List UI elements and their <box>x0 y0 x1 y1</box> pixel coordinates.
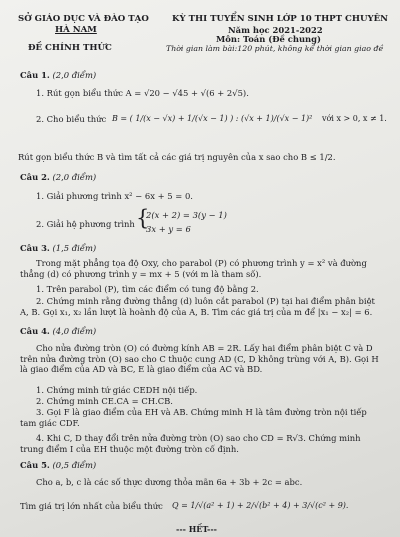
q5-expression: Q = 1/√(a² + 1) + 2/√(b² + 4) + 3/√(c² + 9). <box>172 501 349 510</box>
q2-item2-label: 2. Giải hệ phương trình <box>36 219 135 229</box>
q1-item1: 1. Rút gọn biểu thức A = √20 − √45 + √(6 + 2√5). <box>36 88 249 98</box>
q4-heading <box>20 326 96 337</box>
q1-item2-condition: với x > 0, x ≠ 1. <box>322 114 387 123</box>
q1-task: Rút gọn biểu thức B và tìm tất cả các giá trị nguyên của x sao cho B ≤ 1/2. <box>18 152 336 162</box>
q1-item2-label: 2. Cho biểu thức <box>36 114 107 124</box>
department-name: SỞ GIÁO DỤC VÀ ĐÀO TẠO <box>18 14 149 24</box>
q3-item2: 2. Chứng minh rằng đường thẳng (d) luôn cắt parabol (P) tại hai điểm phân biệt A, B. Gọi x₁, x₂ lần lượt là hoành độ của A, B. Tìm các giá trị của m để |x₁ − x₂| = 6. <box>20 296 375 317</box>
q3-item1: 1. Trên parabol (P), tìm các điểm có tung độ bằng 2. <box>36 284 259 294</box>
q5-title: Câu 5. <box>20 460 50 470</box>
q5-heading <box>20 460 96 471</box>
exam-title: KỲ THI TUYỂN SINH LỚP 10 THPT CHUYÊN <box>172 14 389 24</box>
q5-task: Tìm giá trị lớn nhất của biểu thức <box>20 501 163 511</box>
q4-item2: 2. Chứng minh CE.CA = CH.CB. <box>36 396 173 406</box>
q3-heading <box>20 243 96 254</box>
q3-title: Câu 3. <box>20 243 50 253</box>
q3-points: (1,5 điểm) <box>52 243 97 253</box>
system-brace: { <box>136 206 150 230</box>
official-label: ĐỀ CHÍNH THỨC <box>28 43 112 53</box>
q1-heading <box>20 70 96 81</box>
q4-item4: 4. Khi C, D thay đổi trên nửa đường tròn (O) sao cho CD = R√3. Chứng minh trung điểm I của EH thuộc một đường tròn cố định. <box>20 433 361 454</box>
q4-points: (4,0 điểm) <box>52 326 97 336</box>
q1-points: (2,0 điểm) <box>52 70 97 80</box>
time-note: Thời gian làm bài:120 phút, không kể thời gian giao đề <box>166 44 384 53</box>
end-marker: --- HẾT--- <box>176 524 217 534</box>
school-year: Năm học 2021-2022 <box>228 25 323 35</box>
q4-intro: Cho nửa đường tròn (O) có đường kính AB = 2R. Lấy hai điểm phân biệt C và D trên nửa đường tròn (O) sao cho C thuộc cung AD (C, D không trùng với A, B). Gọi H là giao điểm của AD và BC, E là giao điểm của AC và BD. <box>20 343 379 374</box>
q5-points: (0,5 điểm) <box>52 460 97 470</box>
q4-item3: 3. Gọi F là giao điểm của EH và AB. Chứng minh H là tâm đường tròn nội tiếp tam giác CDF. <box>20 407 367 428</box>
q2-equation-2: 3x + y = 6 <box>146 224 191 234</box>
q2-equation-1: 2(x + 2) = 3(y − 1) <box>146 210 227 220</box>
q1-title: Câu 1. <box>20 70 50 80</box>
q4-item1: 1. Chứng minh tứ giác CEDH nội tiếp. <box>36 385 198 395</box>
q2-title: Câu 2. <box>20 172 50 182</box>
q4-title: Câu 4. <box>20 326 50 336</box>
q3-intro: Trong mặt phẳng tọa độ Oxy, cho parabol (P) có phương trình y = x² và đường thẳng (d) có phương trình y = mx + 5 (với m là tham số). <box>20 258 367 279</box>
q2-heading <box>20 172 96 183</box>
q1-item2-expression: B = ( 1/(x − √x) + 1/(√x − 1) ) : (√x + 1)/(√x − 1)² <box>112 114 313 123</box>
q5-intro: Cho a, b, c là các số thực dương thỏa mãn 6a + 3b + 2c = abc. <box>36 477 303 487</box>
subject: Môn: Toán (Đề chung) <box>216 34 321 44</box>
q2-item1: 1. Giải phương trình x² − 6x + 5 = 0. <box>36 191 193 201</box>
q2-points: (2,0 điểm) <box>52 172 97 182</box>
province-name: HÀ NAM <box>55 25 97 35</box>
